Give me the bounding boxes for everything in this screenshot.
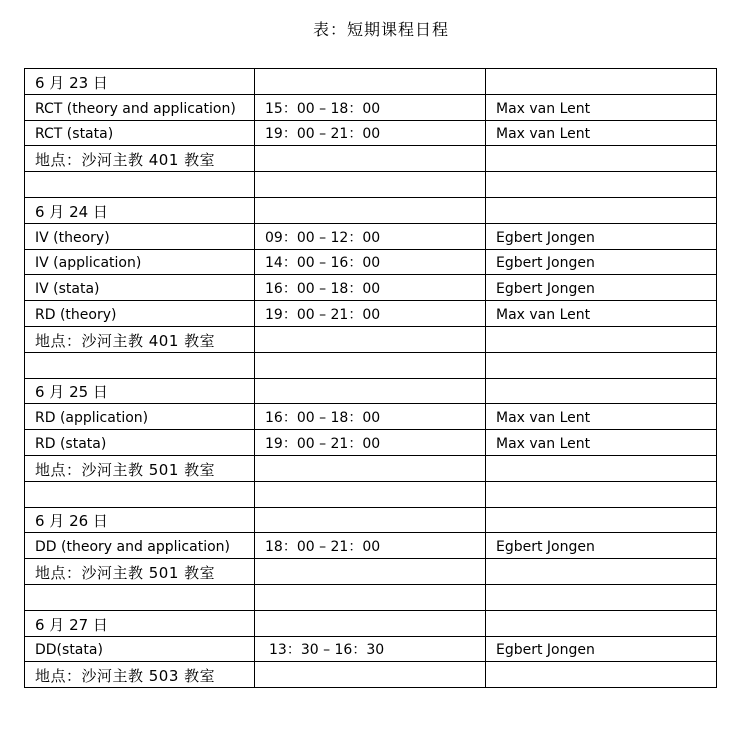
instructor-cell: Max van Lent — [486, 120, 717, 146]
course-name-cell: RD (application) — [25, 404, 255, 430]
instructor-cell: Max van Lent — [486, 404, 717, 430]
time-cell: 19：00 – 21：00 — [255, 430, 486, 456]
course-name-cell: RD (theory) — [25, 301, 255, 327]
date-row — [25, 507, 717, 533]
empty-cell — [486, 662, 717, 688]
session-row — [25, 249, 717, 275]
course-name-cell: DD (theory and application) — [25, 533, 255, 559]
empty-cell — [25, 584, 255, 610]
date-row — [25, 378, 717, 404]
empty-cell — [255, 378, 486, 404]
blank-row — [25, 352, 717, 378]
course-name-cell: IV (theory) — [25, 223, 255, 249]
location-row — [25, 326, 717, 352]
empty-cell — [486, 172, 717, 198]
session-row — [25, 430, 717, 456]
empty-cell — [486, 584, 717, 610]
empty-cell — [25, 172, 255, 198]
time-cell: 18：00 – 21：00 — [255, 533, 486, 559]
session-row — [25, 275, 717, 301]
course-name-cell: RCT (stata) — [25, 120, 255, 146]
instructor-cell: Egbert Jongen — [486, 223, 717, 249]
location-row — [25, 455, 717, 481]
location-cell: 地点：沙河主教 501 教室 — [25, 455, 255, 481]
date-cell: 6 月 27 日 — [25, 610, 255, 636]
time-cell: 16：00 – 18：00 — [255, 404, 486, 430]
empty-cell — [255, 507, 486, 533]
blank-row — [25, 584, 717, 610]
empty-cell — [255, 352, 486, 378]
location-row — [25, 662, 717, 688]
blank-row — [25, 172, 717, 198]
session-row — [25, 636, 717, 662]
date-row — [25, 197, 717, 223]
course-name-cell: IV (stata) — [25, 275, 255, 301]
session-row — [25, 301, 717, 327]
time-cell: 19：00 – 21：00 — [255, 301, 486, 327]
course-schedule-table — [24, 68, 717, 688]
time-cell: 13：30 – 16：30 — [255, 636, 486, 662]
instructor-cell: Egbert Jongen — [486, 249, 717, 275]
empty-cell — [255, 584, 486, 610]
instructor-cell: Egbert Jongen — [486, 533, 717, 559]
blank-row — [25, 481, 717, 507]
location-row — [25, 559, 717, 585]
location-cell: 地点：沙河主教 503 教室 — [25, 662, 255, 688]
empty-cell — [25, 481, 255, 507]
time-cell: 14：00 – 16：00 — [255, 249, 486, 275]
instructor-cell: Max van Lent — [486, 430, 717, 456]
empty-cell — [486, 481, 717, 507]
empty-cell — [486, 352, 717, 378]
schedule-body — [25, 69, 717, 688]
empty-cell — [486, 610, 717, 636]
instructor-cell: Max van Lent — [486, 301, 717, 327]
time-cell: 15：00 – 18：00 — [255, 94, 486, 120]
empty-cell — [486, 69, 717, 95]
empty-cell — [255, 326, 486, 352]
session-row — [25, 120, 717, 146]
empty-cell — [486, 507, 717, 533]
table-caption: 表：短期课程日程 — [312, 20, 449, 39]
empty-cell — [255, 455, 486, 481]
instructor-cell: Egbert Jongen — [486, 275, 717, 301]
session-row — [25, 223, 717, 249]
time-cell: 19：00 – 21：00 — [255, 120, 486, 146]
empty-cell — [486, 378, 717, 404]
date-cell: 6 月 25 日 — [25, 378, 255, 404]
session-row — [25, 404, 717, 430]
location-cell: 地点：沙河主教 401 教室 — [25, 146, 255, 172]
empty-cell — [255, 146, 486, 172]
course-name-cell: IV (application) — [25, 249, 255, 275]
empty-cell — [255, 69, 486, 95]
course-name-cell: RCT (theory and application) — [25, 94, 255, 120]
session-row — [25, 533, 717, 559]
instructor-cell: Max van Lent — [486, 94, 717, 120]
date-cell: 6 月 26 日 — [25, 507, 255, 533]
empty-cell — [486, 559, 717, 585]
date-row — [25, 610, 717, 636]
empty-cell — [25, 352, 255, 378]
date-cell: 6 月 24 日 — [25, 197, 255, 223]
location-row — [25, 146, 717, 172]
empty-cell — [486, 455, 717, 481]
instructor-cell: Egbert Jongen — [486, 636, 717, 662]
course-name-cell: DD(stata) — [25, 636, 255, 662]
empty-cell — [255, 610, 486, 636]
date-cell: 6 月 23 日 — [25, 69, 255, 95]
location-cell: 地点：沙河主教 501 教室 — [25, 559, 255, 585]
empty-cell — [486, 326, 717, 352]
empty-cell — [255, 662, 486, 688]
date-row — [25, 69, 717, 95]
empty-cell — [255, 197, 486, 223]
empty-cell — [486, 146, 717, 172]
time-cell: 09：00 – 12：00 — [255, 223, 486, 249]
location-cell: 地点：沙河主教 401 教室 — [25, 326, 255, 352]
time-cell: 16：00 – 18：00 — [255, 275, 486, 301]
course-name-cell: RD (stata) — [25, 430, 255, 456]
empty-cell — [255, 172, 486, 198]
empty-cell — [255, 559, 486, 585]
empty-cell — [486, 197, 717, 223]
session-row — [25, 94, 717, 120]
empty-cell — [255, 481, 486, 507]
